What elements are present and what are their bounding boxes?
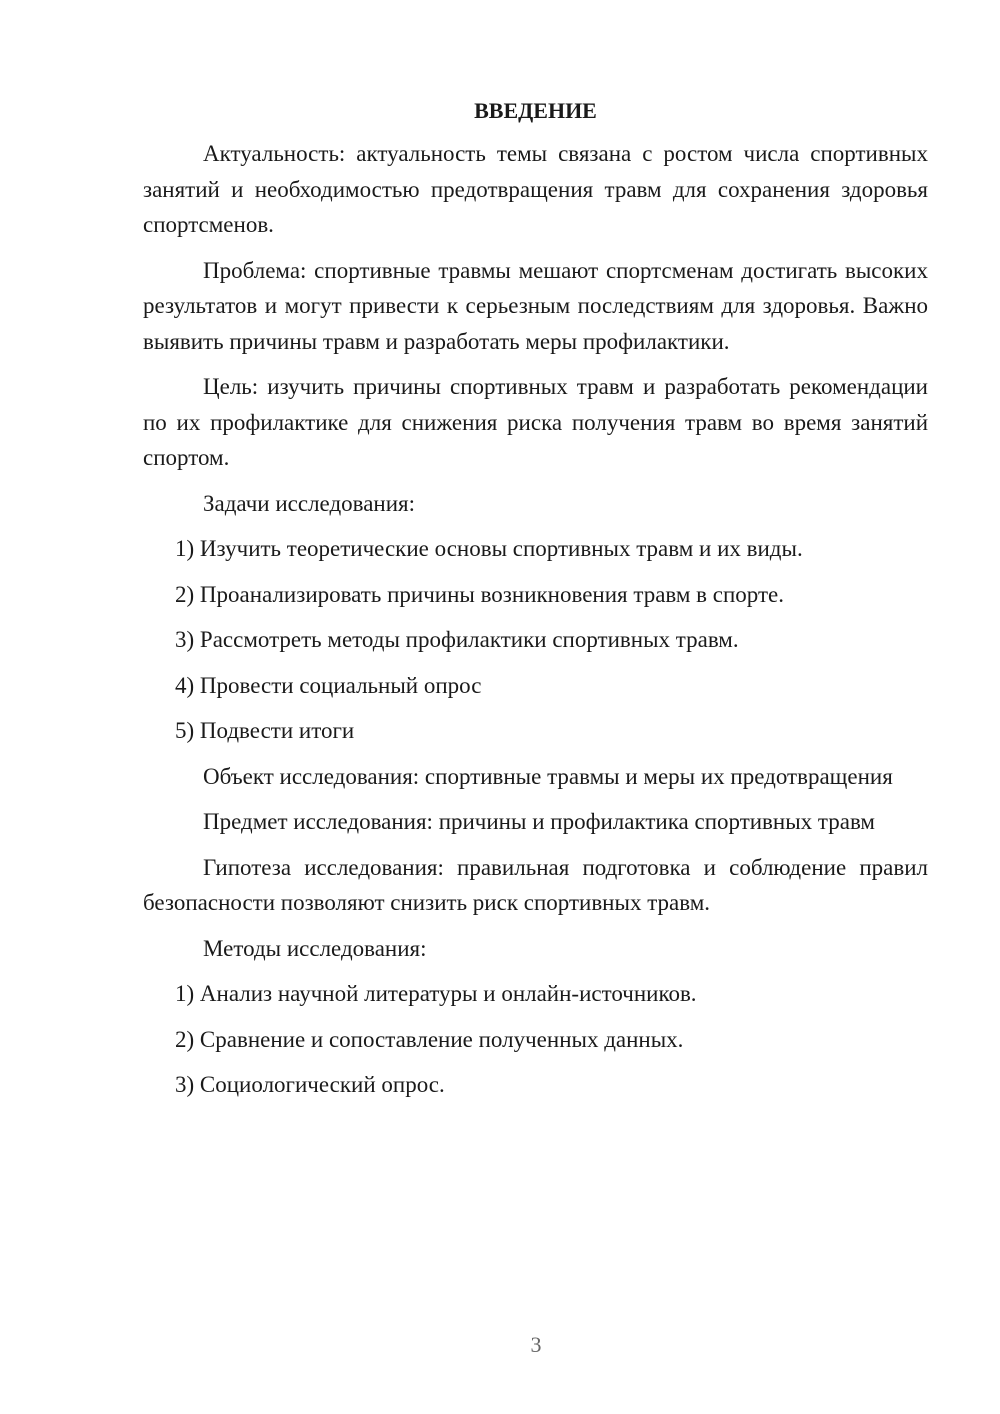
task-item: 1) Изучить теоретические основы спортивных травм и их виды. bbox=[175, 536, 803, 561]
task-item: 2) Проанализировать причины возникновения травм в спорте. bbox=[175, 581, 785, 607]
page-content bbox=[143, 96, 928, 1113]
subject-paragraph: Предмет исследования: причины и профилактика спортивных травм bbox=[203, 809, 875, 834]
problem-paragraph: Проблема: спортивные травмы мешают спортсменам достигать высоких результатов и могут привести к серьезным последствиям для здоровья. Важно выявить причины травм и разработать меры профилактики. bbox=[143, 257, 928, 354]
object-paragraph: Объект исследования: спортивные травмы и меры их предотвращения bbox=[203, 763, 893, 789]
task-item: 4) Провести социальный опрос bbox=[175, 672, 482, 698]
method-item: 1) Анализ научной литературы и онлайн-источников. bbox=[175, 981, 697, 1006]
methods-heading: Методы исследования: bbox=[203, 935, 427, 961]
section-title: ВВЕДЕНИЕ bbox=[474, 98, 597, 123]
hypothesis-paragraph: Гипотеза исследования: правильная подготовка и соблюдение правил безопасности позволяют снизить риск спортивных травм. bbox=[143, 854, 928, 915]
method-item: 3) Социологический опрос. bbox=[175, 1072, 445, 1097]
goal-paragraph: Цель: изучить причины спортивных травм и разработать рекомендации по их профилактике для снижения риска получения травм во время занятий спортом. bbox=[143, 374, 928, 470]
task-item: 3) Рассмотреть методы профилактики спортивных травм. bbox=[175, 627, 739, 652]
task-item: 5) Подвести итоги bbox=[175, 718, 355, 743]
method-item: 2) Сравнение и сопоставление полученных данных. bbox=[175, 1026, 684, 1052]
relevance-paragraph: Актуальность: актуальность темы связана с ростом числа спортивных занятий и необходимостью предотвращения травм для сохранения здоровья спортсменов. bbox=[143, 141, 928, 237]
tasks-heading: Задачи исследования: bbox=[203, 490, 416, 516]
page-number: 3 bbox=[530, 1332, 542, 1357]
